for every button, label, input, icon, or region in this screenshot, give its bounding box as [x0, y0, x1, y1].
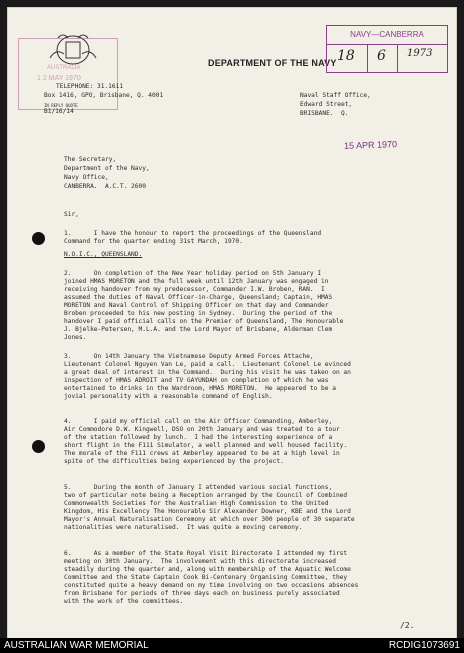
- received-stamp-line1: AUSTRALIA: [47, 65, 81, 71]
- date-received-stamp: 15 APR 1970: [343, 139, 398, 151]
- punch-hole-bottom: [32, 440, 45, 453]
- department-heading: DEPARTMENT OF THE NAVY: [208, 58, 337, 68]
- paragraph-3: 3. On 14th January the Vietnamese Deputy Armed Forces Attache, Lieutenant Colonel Nguyen Van Le, paid a call. Lieutenant Colonel Le evinced a great deal of interest in the Command. During his visit he was taken on an inspection of HMAS ADROIT and TV GAYUNDAH on completion of which he was entertained to drinks in the Wardroom, HMAS MORETON. He appeared to be a jovial personality with a reasonable command of English.: [64, 353, 351, 400]
- addressee-3: Navy Office,: [64, 174, 109, 181]
- navy-stamp-year: 1973: [407, 48, 433, 59]
- navy-stamp-title: NAVY—CANBERRA: [327, 26, 447, 45]
- addressee-1: The Secretary,: [64, 156, 117, 163]
- office-line-2: Edward Street,: [300, 101, 353, 108]
- telephone-line: TELEPHONE: 31.1611: [56, 83, 124, 90]
- salutation: Sir,: [64, 211, 79, 218]
- paragraph-1: 1. I have the honour to report the proceedings of the Queensland Command for the quarter ending 31st March, 1970.: [64, 230, 322, 245]
- office-line-1: Naval Staff Office,: [300, 92, 371, 99]
- page-continuation-marker: /2.: [400, 621, 415, 630]
- navy-canberra-stamp: [326, 25, 448, 73]
- paragraph-4: 4. I paid my official call on the Air Officer Commanding, Amberley, Air Commodore D.W. Kingwell, DSO on 20th January and was treated to a tour of the station followed by lunch. I had the interesting experience of a short flight in the F111 Simulator, a well planned and well housed facility. The morale of the F111 crews at Amberley appeared to be at a high level in spite of the difficulties being experienced by the project.: [64, 418, 348, 465]
- reply-quote-label: IN REPLY QUOTE: [44, 103, 78, 108]
- navy-stamp-day: 18: [337, 48, 355, 64]
- office-line-3: BRISBANE. Q.: [300, 110, 349, 117]
- archive-footer: [0, 638, 464, 653]
- paragraph-2: 2. On completion of the New Year holiday period on 5th January I joined HMAS MORETON and the full week until 12th January was engaged in receiving handover from my predecessor, Commander I.W. Broben, RAN. I assumed the duties of Naval Officer-in-Charge, Queensland; Captain, HMAS MORETON and Naval Control of Shipping Officer on that day and Commander Broben proceeded to his new posting in Sydney. During the period of the handover I paid official calls on the Premier of Queensland, The Honourable J. Bjelke-Petersen, M.L.A. and the Lord Mayor of Brisbane, Alderman Clem Jones.: [64, 270, 344, 341]
- punch-hole-top: [32, 232, 45, 245]
- paragraph-5: 5. During the month of January I attended various social functions, two of particular note being a Reception arranged by the Council of Combined Commonwealth Societies for the Australian High Commission to the United Kingdom, His Excellency The Honourable Sir Alexander Downer, KBE and the Lord Mayor's Annual Naturalisation Ceremony at which over 300 people of 30 separate nationalities were naturalised. It was quite a moving ceremony.: [64, 484, 355, 531]
- reference-number: B1/16/14: [44, 108, 74, 115]
- navy-stamp-month: 6: [377, 48, 386, 64]
- addressee-4: CANBERRA. A.C.T. 2600: [64, 183, 146, 190]
- footer-record-id: RCDIG1073691: [388, 640, 460, 651]
- addressee-2: Department of the Navy,: [64, 165, 150, 172]
- postal-address: Box 1416, GPO, Brisbane, Q. 4001: [44, 92, 164, 99]
- received-stamp-date: 1 2 MAY 1970: [37, 75, 81, 82]
- section-heading: N.O.I.C., QUEENSLAND.: [64, 251, 143, 258]
- document-page: [8, 8, 456, 638]
- paragraph-6: 6. As a member of the State Royal Visit Directorate I attended my first meeting on 30th January. The involvement with this directorate increased steadily during the quarter and, along with membership of the Aquatic Welcome Committee and the State Captain Cook Bi-Centenary Organising Committee, they constituted quite a heavy demand on my time involving on two occasions absences from Brisbane for periods of three days each on business purely associated with the work of the committees.: [64, 550, 359, 605]
- footer-source: AUSTRALIAN WAR MEMORIAL: [4, 640, 149, 651]
